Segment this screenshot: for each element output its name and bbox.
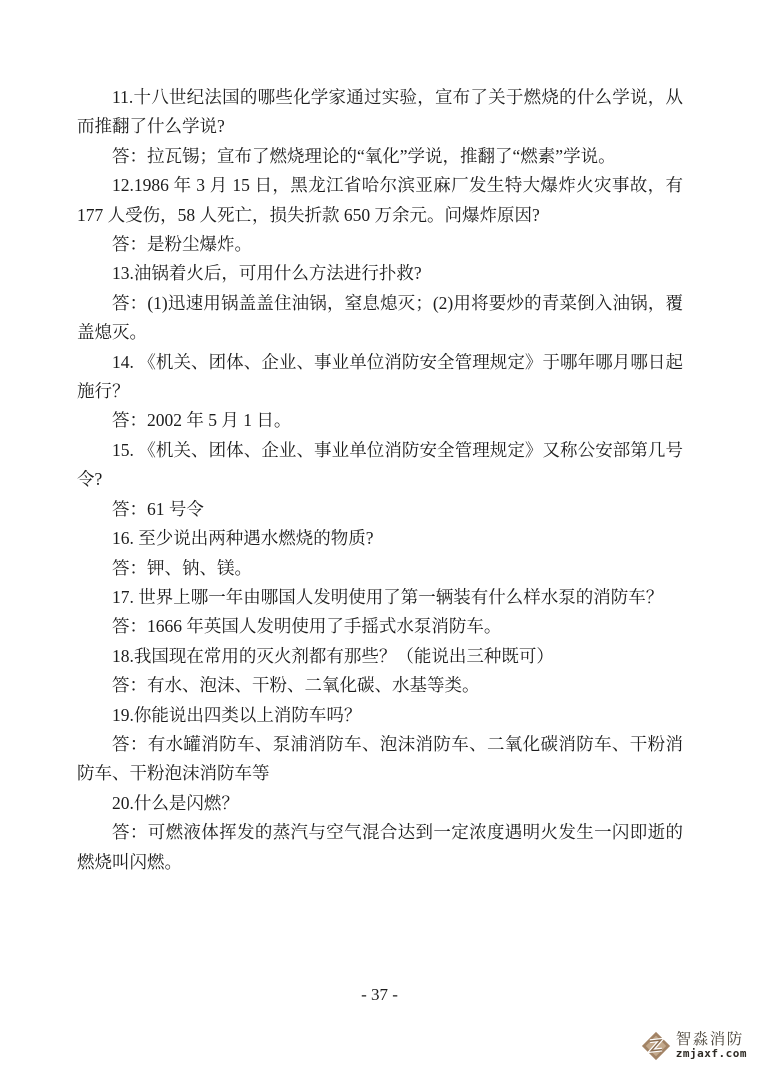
qa-paragraph: 答：2002 年 5 月 1 日。 [112, 410, 292, 431]
logo-site-url: zmjaxf.com [675, 1047, 747, 1061]
qa-paragraph: 答：1666 年英国人发明使用了手摇式水泵消防车。 [112, 616, 502, 637]
qa-paragraph: 答：有水、泡沫、干粉、二氧化碳、水基等类。 [112, 675, 480, 696]
qa-paragraph: 20.什么是闪燃？ [112, 792, 239, 813]
qa-paragraph: 18.我国现在常用的灭火剂都有那些？（能说出三种既可） [112, 645, 554, 666]
diamond-z-icon [641, 1031, 671, 1061]
qa-paragraph: 16. 至少说出两种遇水燃烧的物质? [112, 528, 374, 549]
qa-paragraph: 答：61 号令 [112, 498, 204, 519]
logo-text [676, 1032, 747, 1060]
zhimiao-watermark [641, 1031, 747, 1061]
qa-paragraph: 17. 世界上哪一年由哪国人发明使用了第一辆装有什么样水泵的消防车？ [112, 586, 664, 607]
qa-paragraph: 答：拉瓦锡；宣布了燃烧理论的“氧化”学说，推翻了“燃素”学说。 [112, 145, 616, 166]
logo-brand-name: 智淼消防 [675, 1031, 744, 1049]
qa-paragraph: 答：是粉尘爆炸。 [112, 234, 252, 255]
qa-paragraph: 答：可燃液体挥发的蒸汽与空气混合达到一定浓度遇明火发生一闪即逝的燃烧叫闪燃。 [77, 822, 683, 872]
qa-paragraph: 15. 《机关、团体、企业、事业单位消防安全管理规定》又称公安部第几号令? [77, 439, 683, 490]
qa-paragraph: 14. 《机关、团体、企业、事业单位消防安全管理规定》于哪年哪月哪日起施行？ [77, 351, 683, 402]
qa-paragraph: 答：钾、钠、镁。 [112, 557, 252, 578]
page-number: - 37 - [361, 985, 398, 1004]
document-body [77, 83, 683, 877]
qa-paragraph: 11.十八世纪法国的哪些化学家通过实验，宣布了关于燃烧的什么学说，从而推翻了什么学说? [77, 87, 683, 137]
qa-paragraph: 19.你能说出四类以上消防车吗？ [112, 704, 362, 725]
qa-paragraph: 答：(1)迅速用锅盖盖住油锅，窒息熄灭；(2)用将要炒的青菜倒入油锅，覆盖熄灭。 [77, 292, 683, 343]
qa-paragraph: 答：有水罐消防车、泵浦消防车、泡沫消防车、二氧化碳消防车、干粉消防车、干粉泡沫消防车等 [77, 733, 683, 784]
qa-paragraph: 13.油锅着火后，可用什么方法进行扑救? [112, 263, 422, 284]
qa-paragraph: 12.1986 年 3 月 15 日，黑龙江省哈尔滨亚麻厂发生特大爆炸火灾事故，有 177 人受伤，58 人死亡，损失折款 650 万余元。问爆炸原因? [77, 175, 683, 225]
